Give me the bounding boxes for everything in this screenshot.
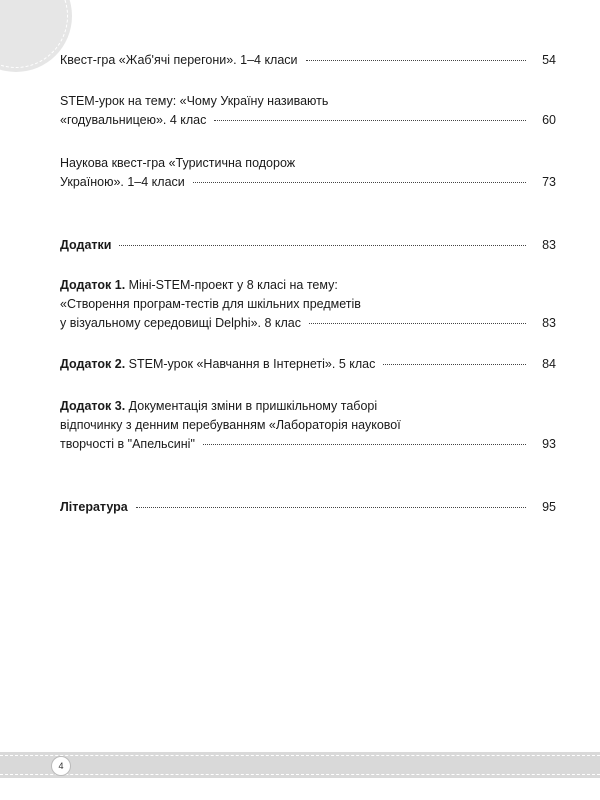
entry-title-line: STEM-урок на тему: «Чому Україну називають: [60, 94, 329, 108]
entry-title-line: творчості в "Апельсині": [60, 437, 195, 451]
appendix-label: Додаток 2.: [60, 357, 126, 371]
entry-title: Квест-гра «Жаб'ячі перегони». 1–4 класи: [60, 53, 298, 67]
page-number: 93: [542, 437, 556, 451]
entry-title: Література: [60, 500, 128, 514]
dot-leader: [383, 363, 526, 365]
toc-entry-appendix-3[interactable]: [60, 397, 556, 454]
page-number: 83: [542, 238, 556, 252]
page-number: 54: [542, 53, 556, 67]
dot-leader: [309, 322, 526, 324]
entry-title-line: Міні-STEM-проект у 8 класі на тему:: [125, 278, 338, 292]
toc-entry-appendix-1[interactable]: [60, 276, 556, 333]
footer-page-number: 4: [51, 756, 71, 776]
page-number: 83: [542, 316, 556, 330]
toc-entry-literature[interactable]: [60, 498, 556, 517]
entry-title-line: відпочинку з денним перебуванням «Лабораторія наукової: [60, 418, 401, 432]
dot-leader: [203, 443, 526, 445]
dot-leader: [119, 244, 526, 246]
toc-entry-zhabiachi[interactable]: [60, 51, 556, 70]
page-number: 84: [542, 357, 556, 371]
page-number: 95: [542, 500, 556, 514]
entry-title-line: «годувальницею». 4 клас: [60, 113, 207, 127]
toc-entry-appendices[interactable]: [60, 236, 556, 255]
entry-title-line: Документація зміни в пришкільному таборі: [125, 399, 378, 413]
page-number: 73: [542, 175, 556, 189]
entry-title-line: Наукова квест-гра «Туристична подорож: [60, 156, 296, 170]
entry-title-line: «Створення програм-тестів для шкільних предметів: [60, 297, 361, 311]
entry-title: Додатки: [60, 238, 112, 252]
toc-entry-quest-travel[interactable]: [60, 154, 556, 192]
entry-title-line: STEM-урок «Навчання в Інтернеті». 5 клас: [125, 357, 376, 371]
toc-entry-appendix-2[interactable]: [60, 355, 556, 374]
dot-leader: [306, 59, 526, 61]
toc-entry-stem-ukraine[interactable]: [60, 92, 556, 130]
dot-leader: [193, 181, 526, 183]
dot-leader: [136, 506, 526, 508]
footer-band: [0, 752, 600, 778]
appendix-label: Додаток 1.: [60, 278, 126, 292]
dot-leader: [214, 119, 526, 121]
appendix-label: Додаток 3.: [60, 399, 126, 413]
page-number: 60: [542, 113, 556, 127]
entry-title-line: у візуальному середовищі Delphi». 8 клас: [60, 316, 302, 330]
entry-title-line: Україною». 1–4 класи: [60, 175, 185, 189]
